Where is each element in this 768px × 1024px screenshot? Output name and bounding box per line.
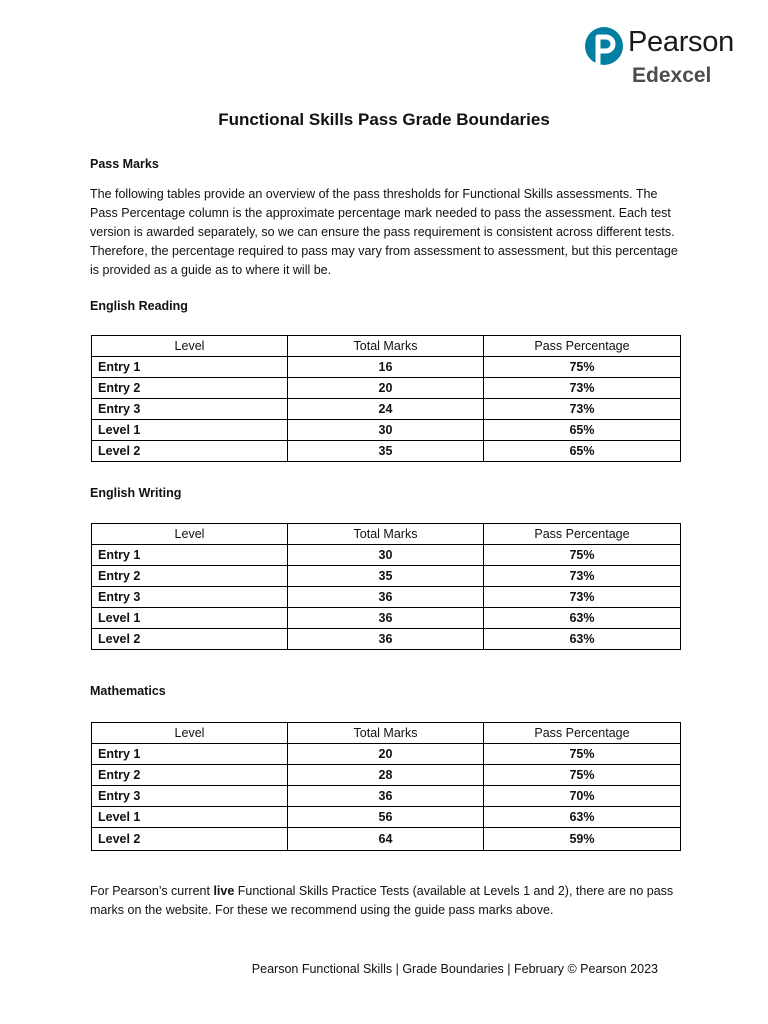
- table-row: [92, 441, 681, 462]
- table-row: [92, 786, 681, 807]
- cell-total-marks: 35: [288, 566, 484, 587]
- logo-wordmark: Pearson: [628, 26, 734, 58]
- table-header-row: [92, 336, 681, 357]
- table-row: [92, 587, 681, 608]
- table-row: [92, 765, 681, 786]
- cell-total-marks: 20: [288, 744, 484, 765]
- cell-pass-percentage: 70%: [484, 786, 681, 807]
- header-total-marks: Total Marks: [288, 723, 484, 744]
- cell-pass-percentage: 63%: [484, 608, 681, 629]
- section-heading-mathematics: Mathematics: [90, 684, 166, 698]
- note-emphasis-live: live: [213, 884, 235, 898]
- header-pass-percentage: Pass Percentage: [484, 524, 681, 545]
- pearson-logo-icon: [584, 24, 624, 72]
- cell-pass-percentage: 63%: [484, 629, 681, 650]
- page-footer: Pearson Functional Skills | Grade Boundaries | February © Pearson 2023: [251, 962, 658, 976]
- cell-pass-percentage: 73%: [484, 378, 681, 399]
- cell-level: Entry 3: [92, 399, 288, 420]
- cell-level: Level 2: [92, 441, 288, 462]
- table-row: [92, 399, 681, 420]
- cell-level: Entry 2: [92, 378, 288, 399]
- cell-level: Level 2: [92, 828, 288, 851]
- cell-level: Level 1: [92, 420, 288, 441]
- pass-marks-heading: Pass Marks: [90, 157, 159, 171]
- table-row: [92, 566, 681, 587]
- cell-level: Entry 3: [92, 587, 288, 608]
- header-level: Level: [92, 723, 288, 744]
- table-row: [92, 629, 681, 650]
- note-text-before: For Pearson’s current: [90, 884, 214, 898]
- cell-pass-percentage: 63%: [484, 807, 681, 828]
- cell-total-marks: 24: [288, 399, 484, 420]
- table-row: [92, 420, 681, 441]
- cell-level: Entry 3: [92, 786, 288, 807]
- header-total-marks: Total Marks: [288, 524, 484, 545]
- cell-pass-percentage: 75%: [484, 545, 681, 566]
- cell-total-marks: 64: [288, 828, 484, 851]
- cell-pass-percentage: 75%: [484, 744, 681, 765]
- cell-level: Level 2: [92, 629, 288, 650]
- cell-pass-percentage: 65%: [484, 441, 681, 462]
- cell-total-marks: 36: [288, 629, 484, 650]
- cell-total-marks: 56: [288, 807, 484, 828]
- cell-total-marks: 36: [288, 587, 484, 608]
- cell-total-marks: 30: [288, 420, 484, 441]
- cell-pass-percentage: 73%: [484, 587, 681, 608]
- cell-level: Level 1: [92, 807, 288, 828]
- cell-total-marks: 36: [288, 786, 484, 807]
- table-row: [92, 545, 681, 566]
- header-level: Level: [92, 524, 288, 545]
- logo-subbrand: Edexcel: [632, 64, 712, 87]
- practice-tests-note: [90, 882, 686, 920]
- cell-pass-percentage: 73%: [484, 399, 681, 420]
- cell-pass-percentage: 59%: [484, 828, 681, 851]
- table-row: [92, 828, 681, 851]
- english-reading-table: [91, 335, 681, 462]
- cell-total-marks: 28: [288, 765, 484, 786]
- english-writing-table: [91, 523, 681, 650]
- cell-level: Level 1: [92, 608, 288, 629]
- cell-pass-percentage: 75%: [484, 765, 681, 786]
- mathematics-table: [91, 722, 681, 851]
- table-row: [92, 744, 681, 765]
- header-level: Level: [92, 336, 288, 357]
- cell-level: Entry 1: [92, 545, 288, 566]
- cell-level: Entry 2: [92, 566, 288, 587]
- table-row: [92, 807, 681, 828]
- page-title: Functional Skills Pass Grade Boundaries: [218, 110, 550, 129]
- cell-total-marks: 16: [288, 357, 484, 378]
- cell-total-marks: 36: [288, 608, 484, 629]
- header-pass-percentage: Pass Percentage: [484, 336, 681, 357]
- note-text-after: Functional Skills Practice Tests (available at Levels 1 and 2), there are no pass marks on the website. For these we recommend using the guide pass marks above.: [90, 884, 674, 917]
- cell-total-marks: 20: [288, 378, 484, 399]
- header-total-marks: Total Marks: [288, 336, 484, 357]
- cell-pass-percentage: 73%: [484, 566, 681, 587]
- cell-total-marks: 30: [288, 545, 484, 566]
- section-heading-english-writing: English Writing: [90, 486, 182, 500]
- section-heading-english-reading: English Reading: [90, 299, 188, 313]
- cell-level: Entry 2: [92, 765, 288, 786]
- table-header-row: [92, 723, 681, 744]
- table-row: [92, 608, 681, 629]
- header-pass-percentage: Pass Percentage: [484, 723, 681, 744]
- cell-level: Entry 1: [92, 357, 288, 378]
- table-row: [92, 378, 681, 399]
- table-header-row: [92, 524, 681, 545]
- intro-paragraph: The following tables provide an overview of the pass thresholds for Functional Skills assessments. The Pass Percentage column is the approximate percentage mark needed to pass the assessment. Each test version is awarded separately, so we can ensure the pass requirement is consistent across different tests. Therefore, the percentage required to pass may vary from assessment to assessment, but this percentage is provided as a guide as to where it will be.: [90, 187, 678, 277]
- pearson-edexcel-logo: [584, 24, 744, 94]
- cell-total-marks: 35: [288, 441, 484, 462]
- table-row: [92, 357, 681, 378]
- cell-level: Entry 1: [92, 744, 288, 765]
- cell-pass-percentage: 75%: [484, 357, 681, 378]
- cell-pass-percentage: 65%: [484, 420, 681, 441]
